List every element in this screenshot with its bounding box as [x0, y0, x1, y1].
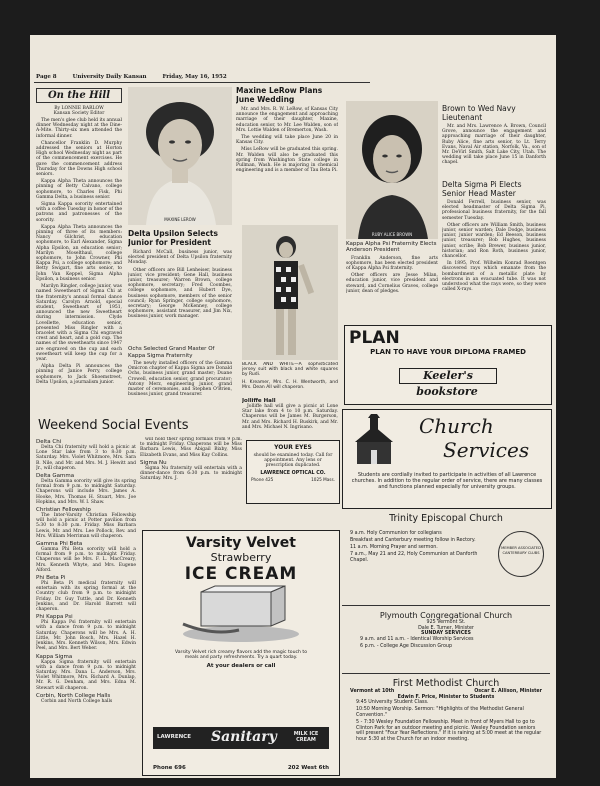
ice-cream-flavor: Strawberry — [210, 551, 272, 564]
lerow-photo-caption: MAXINE LEROW — [164, 217, 196, 222]
lerow-article — [236, 87, 338, 237]
plymouth-address: 925 Vermont St. — [426, 620, 466, 625]
brown-article — [442, 105, 546, 181]
canterbury-seal-text: MEMBER ASSOCIATED CANTERBURY CLUBS — [501, 546, 541, 555]
ice-cream-phone: Phone 696 — [153, 765, 186, 771]
paragraph: Marilyn Ringler, college junior, was named Sweetheart of Sigma Chi at the fraternity's annual formal dance Saturday. Carolyn Arnold, special student, Sweetheart of 1951, announced the new Sweetheart during intermission. Clyde Lovellette, education senior, presented Miss Ringler with a bracelet with a Sigma Chi engraved crest and heart, and a gold cup. The names of the sweethearts since 1947 are engraved on the cup and each sweetheart will keep the cup for a year. — [36, 284, 122, 362]
optical-contact — [247, 476, 339, 483]
paragraph: The men's glee club held its annual dinner Wednesday night at the Dine-A-Mite. Thirty-six men attended the informal dinner. — [36, 118, 122, 139]
masthead-rule — [34, 82, 370, 83]
sanitary-logo-right: MILK ICE CREAM — [293, 731, 319, 743]
schedule-line: 9 a.m. Holy Communion for collegians — [350, 531, 442, 536]
schedule-line: Breakfast and Canterbury meeting follow in Rectory. — [350, 538, 476, 544]
event-heading: Delta Gamma — [36, 473, 75, 480]
swimsuit-illustration — [242, 225, 338, 360]
plymouth-sunday: SUNDAY SERVICES — [421, 631, 471, 637]
ice-cream-illustration — [143, 584, 339, 646]
on-the-hill-column — [36, 88, 122, 416]
masthead — [36, 74, 366, 80]
swimsuit-caption — [242, 362, 338, 396]
ice-cream-brand-line: Varsity Velvet — [186, 535, 296, 551]
event-body: Delta Gamma sorority will give its spring formal from 9 p.m. to midnight Saturday. Chaperons will include Mrs. James A. Hooke, Mrs. Thomas H. Stuart, Mrs. Joe Hopkins, and Mrs. W. I. Shaw. — [36, 479, 136, 505]
weekend-events-title: Weekend Social Events — [38, 418, 189, 433]
delta-sigma-pi-body — [442, 200, 546, 292]
plymouth-schedule — [342, 637, 550, 650]
schedule-line: 5 - 7:30 Wesley Foundation Fellowship. Meet in front of Myers Hall to go to Clinton Park for an outdoor meeting and picnic. Wesley Foundation seniors will present "Four Year Reflections." If it is raining at 5:00 meet at the regular hour 5:30 at the Church for an indoor meeting. — [356, 719, 542, 742]
delta-sigma-pi-headline: Delta Sigma Pi Elects Senior Head Master — [442, 181, 522, 198]
ice-cream-ad — [142, 530, 340, 776]
brown-portrait-illustration — [346, 101, 438, 239]
plymouth-title: Plymouth Congregational Church — [379, 611, 513, 620]
swimsuit-caption-title: BLACK AND WHITE—A sophisticated jersey suit with black and white squares by Rudi. — [242, 362, 338, 378]
ochs-body — [128, 361, 232, 397]
ochs-article — [128, 346, 232, 412]
event-body: Kappa Sigma fraternity will entertain with a dance from 9 p.m. to midnight Saturday. Mrs. Dana L. Anderson, Mrs. Violet Whitmore, Mrs. Richard A. Dunlap, Mr. R. G. Denham, and Mrs. Edna M. Stewart will chaperon. — [36, 659, 136, 691]
brown-photo — [346, 101, 438, 239]
on-the-hill-body — [36, 118, 122, 385]
event-body: Phi Beta Pi medical fraternity will entertain with its spring formal at the Country club from 9 p.m. to midnight Friday. Dr. Guy Tuttle, and Dr. Kenneth Jenkins, and Dr. Harold Barrett will chaperon. — [36, 581, 136, 613]
paragraph: Kappa Alpha Theta announces the pinning of Betty Calvano, college sophomore, to Charles Fisk, Phi Gamma Delta, a business senior. — [36, 179, 122, 200]
keelers-logo: Keeler's — [399, 368, 497, 384]
schedule-line: 10:50 Morning Worship. Sermon: "Highlights of the Methodist General Convention." — [356, 707, 524, 718]
portrait-illustration — [128, 87, 232, 225]
swimsuit-photo — [242, 225, 338, 360]
ice-cream-heading: ICE CREAM — [184, 564, 298, 584]
plymouth-pastor: Dale E. Turner, Minister — [418, 625, 474, 631]
weekend-events-col1 — [36, 437, 136, 777]
paragraph: In 1895, Prof. Wilhelm Konrad Roentgen discovered rays which emanate from the bombardment of a metallic plate by electrons in an evacuated tube. It was not understood what the rays were, so they were called X-rays. — [442, 261, 546, 293]
schedule-line: 6 p.m. - College Age Discussion Group — [360, 643, 452, 649]
paragraph: Miss LeRow will be graduated this spring. Mr. Walden will also be graduated this spring from Washington State college in Pullman, Wash. He is majoring in chemical engineering and is a member of Tau Beta Pi. — [236, 147, 338, 174]
ice-cream-dealer: At your dealers or call — [206, 663, 276, 670]
plymouth-church-ad — [342, 607, 550, 671]
sanitary-logo — [153, 727, 329, 749]
ice-cream-address: 202 West 6th — [287, 765, 329, 771]
on-the-hill-title: On the Hill — [36, 88, 122, 103]
delta-upsilon-article — [128, 230, 232, 345]
trinity-schedule — [350, 531, 490, 565]
paragraph: Kappa Alpha Theta announces the pinning of three of its members: Nancy Gilchrist, education sophomore, to Earl Alexander, Sigma Alpha Epsilon, an education senior; Marilyn Moselthaul, college sophomore, to John Crowner, Phi Kappa Psi, a college sophomore; and Betty Swigart, fine arts senior, to John Van Keppel, Sigma Alpha Epsilon, a business senior. — [36, 224, 122, 282]
event-heading: Kappa Sigma — [36, 653, 73, 660]
trinity-church-ad — [342, 509, 550, 605]
kappa-alpha-psi-body — [346, 256, 438, 294]
church-title-1: Church — [419, 414, 494, 438]
optical-body: should be examined today. Call for appointment. Any lens or prescription duplicated. — [253, 453, 333, 469]
byline: By LONNIE BARLOW — [54, 106, 104, 111]
paragraph: Donald Ferrell, business senior, was elected headmaster of Delta Sigma Pi, professional business fraternity, for the fall semester Tuesday. — [442, 200, 546, 221]
methodist-church-ad — [342, 675, 550, 775]
methodist-location: Vermont at 10th — [350, 689, 395, 694]
paragraph: Franklin Anderson, fine arts sophomore, has been elected president of Kappa Alpha Psi fraternity. — [346, 255, 438, 271]
optical-phone: Phone 425 — [251, 476, 274, 482]
paragraph: Richard McCall, business junior, was elected president of Delta Upsilon fraternity Monday. — [128, 250, 232, 266]
paragraph: Other officers are William Smith, business junior, senior warden; Dale Dodge, business junior, junior warden; Ed Beeson, business junior, treasurer; Bob Hughes, business junior, scribe; Bob Brewer, business junior, historian; and Ron Roth, business junior, chancellor. — [442, 222, 546, 260]
ice-cream-body: Varsity Velvet rich creamy flavors add the magic touch to meals and party refreshments. Try a quart today. — [174, 650, 308, 661]
delta-upsilon-body — [128, 250, 232, 320]
ochs-headline: Ochs Selected Grand Master Of Kappa Sigma Fraternity — [128, 346, 215, 359]
paragraph: Jolliffe hall will give a picnic at Lone Star lake from 4 to 10 p.m. Saturday. Chaperons will be James M. Burgerson, Mr. and Mrs. Richard H. Buskirk, and Mr. and Mrs. Michael N. Ingrisano. — [242, 404, 338, 430]
event-heading: Christian Fellowship — [36, 507, 91, 514]
brown-photo-caption: RUBY ALICE BROWN — [371, 232, 413, 237]
paragraph: Other officers are Jesse Milan, education junior, vice president and steward, and Cornelius Graves, college junior, dean of pledges. — [346, 273, 438, 294]
bookstore-logo: bookstore — [416, 385, 478, 398]
event-body: will hold their spring formals from 9 p.m. to midnight Friday. Chaperons will be Miss Barbara Lewis, Miss Abigail Bixby, Miss Elizabeth Evans, and Miss Kay Collins. — [140, 437, 242, 458]
paragraph: Mr. and Mrs. R. W. LeRow, of Kansas City announce the engagement and approaching marriage of their daughter, Maxine, education senior, to Mr. Lee Walden, son of Mrs. Lottie Walden of Bremerton, Wash. — [236, 107, 338, 133]
optical-ad — [246, 440, 340, 504]
lerow-body — [236, 107, 338, 173]
jolliffe-body — [242, 404, 338, 430]
event-heading: Phi Beta Pi — [36, 575, 66, 582]
swimsuit-caption-credit: H. Kreamer, Mrs. C. H. Wentworth, and Mrs. Dean All will chaperon. — [242, 379, 338, 390]
optical-name: LAWRENCE OPTICAL CO. — [260, 470, 326, 476]
brown-body — [442, 124, 546, 166]
page-number: Page 8 — [36, 74, 57, 80]
weekend-events-col2 — [140, 437, 242, 527]
event-heading: Corbin, North College Halls — [36, 692, 111, 699]
church-icon — [351, 414, 397, 466]
lerow-headline: Maxine LeRow Plans June Wedding — [236, 87, 323, 104]
paragraph: Sigma Kappa sorority entertained with a coffee Tuesday in honor of the patrons and patronesses of the sorority. — [36, 202, 122, 223]
kappa-alpha-psi-article — [346, 241, 438, 307]
schedule-line: 11 a.m. Morning Prayer and sermon. — [350, 545, 438, 551]
church-description: Students are cordially invited to participate in activities of all Lawrence churches. In addition to the regular order of service, there are many classes and functions planned especially for university groups. — [351, 472, 543, 490]
church-title-2: Services — [443, 438, 530, 462]
sanitary-logo-brand: Sanitary — [211, 729, 277, 745]
delta-upsilon-headline: Delta Upsilon Selects Junior for President — [128, 230, 218, 247]
paragraph: Other officers are Bill Lenheiser, business junior, vice president; Gene Hall, business junior, treasurer; Warren Brown, college sophomore, secretary; Fred Coombes, college sophomore, and Hubert Dye, business sophomore, members of the senior council; Ryan Springer, college sophomore, secretary; George McKenney, college sophomore, assistant treasurer, and Jim Nix, business junior, work manager. — [128, 267, 232, 320]
paragraph: Chancellor Franklin D. Murphy addressed the seniors at Horton High school Wednesday night as part of the commencement exercises. He gave the commencement address Thursday for the Downs High school seniors. — [36, 140, 122, 178]
methodist-minister: Oscar E. Allison, Minister — [474, 689, 542, 694]
diploma-frame-ad — [344, 325, 552, 405]
event-body: Delta Chi fraternity will hold a picnic at Lone Star lake from 3 to 8:30 p.m. Saturday. Mrs. Violet Whitmore, Mrs. Sara B. Nile, and Mr. and Mrs. M. J. Hewitt and Jr., will chaperon. — [36, 445, 136, 471]
schedule-line: 9:45 University Student Class. — [356, 700, 429, 706]
paper-name: University Daily Kansan — [72, 74, 147, 80]
event-body: The Inter-Varsity Christian Fellowship will hold a picnic at Potter pavilion from 5:30 to 8:30 p.m. Friday. Miss Barbara Lewis, Mr. and Mrs. Lee Pollock, Rev. and Mrs. William Merriman will chaperon. — [36, 513, 136, 539]
event-heading: Sigma Nu — [140, 459, 167, 466]
trinity-title: Trinity Episcopal Church — [389, 513, 503, 524]
byline-title: Kansan Society Editor — [53, 111, 105, 116]
issue-date: Friday, May 16, 1952 — [162, 74, 227, 80]
methodist-title: First Methodist Church — [392, 678, 500, 689]
sanitary-logo-left: LAWRENCE — [157, 734, 191, 740]
event-heading: Delta Chi — [36, 439, 62, 445]
event-body: Sigma Nu fraternity will entertain with a dinner-dance from 6:30 p.m. to midnight Saturday. Mrs. J. — [140, 465, 242, 482]
lerow-photo — [128, 87, 232, 225]
jolliffe-article — [242, 398, 338, 434]
plan-tagline: PLAN TO HAVE YOUR DIPLOMA FRAMED — [370, 348, 526, 356]
methodist-schedule — [342, 700, 550, 742]
event-heading: Gamma Phi Beta — [36, 541, 83, 548]
optical-address: 1025 Mass. — [311, 476, 335, 482]
event-heading: Phi Kappa Psi — [36, 614, 73, 621]
brown-headline: Brown to Wed Navy Lieutenant — [442, 105, 516, 122]
event-body: Corbin and North College halls — [41, 698, 113, 704]
paragraph: The wedding will take place June 20 in Kansas City. — [236, 135, 338, 146]
event-body: Phi Kappa Psi fraternity will entertain with a dance from 9 p.m. to midnight Saturday. Chaperons will be Mrs. A. H. Little, Mr. John Bosch, Mrs. Hazel H. Jenkins, Mrs. Kenneth Wilson, Mrs. Edwin Peel, and Mrs. Bert Weber. — [36, 620, 136, 652]
schedule-line: 7 a.m., May 21 and 22, Holy Communion at Danforth Chapel. — [350, 552, 478, 563]
divider — [342, 673, 550, 674]
jolliffe-headline: Jolliffe Hall — [242, 398, 276, 404]
kappa-alpha-psi-headline: Kappa Alpha Psi Fraternity Elects Anderson President — [346, 241, 437, 254]
paragraph: Mr. and Mrs. Lawrence A. Brown, Council Grove, announce the engagement and approaching marriage of their daughter, Ruby Alice, fine arts senior, to Lt. Terry Evans, Naval Air station, Norfolk, Va., son of Mr. DeVirl Smith, Salt Lake City, Utah. The wedding will take place June 15 in Danforth chapel. — [442, 124, 546, 166]
divider — [342, 605, 550, 606]
optical-title: YOUR EYES — [274, 444, 312, 451]
delta-sigma-pi-article — [442, 181, 546, 331]
event-body: Gamma Phi Beta sorority will hold a formal from 9 p.m. to midnight Friday. Chaperons will be Mrs. F. L. MacCreary, Mrs. Kenneth Whyte, and Mrs. Eugene Alford. — [36, 547, 136, 573]
schedule-line: 9 a.m. and 11 a.m. - Identical Worship Services — [360, 636, 474, 642]
plan-heading: PLAN — [349, 328, 400, 348]
paragraph: The newly installed officers of the Gamma Omicron chapter of Kappa Sigma are Donald Ochs, business junior, grand master; Duane Crowell, education senior, grand procurator; Antony Merz, engineering junior, grand master of ceremonies, and Stephen O'Brien, business junior, grand treasurer. — [128, 361, 232, 398]
newspaper-page — [30, 35, 556, 778]
canterbury-seal — [498, 531, 544, 577]
church-services-ad — [342, 409, 552, 509]
methodist-assoc-minister: Edwin F. Price, Minister to Students — [397, 694, 495, 700]
paragraph: Alpha Delta Pi announces the pinning of Janice Perry, college sophomore, to Jack Shoemstreet, Delta Upsilon, a journalism junior. — [36, 364, 122, 385]
